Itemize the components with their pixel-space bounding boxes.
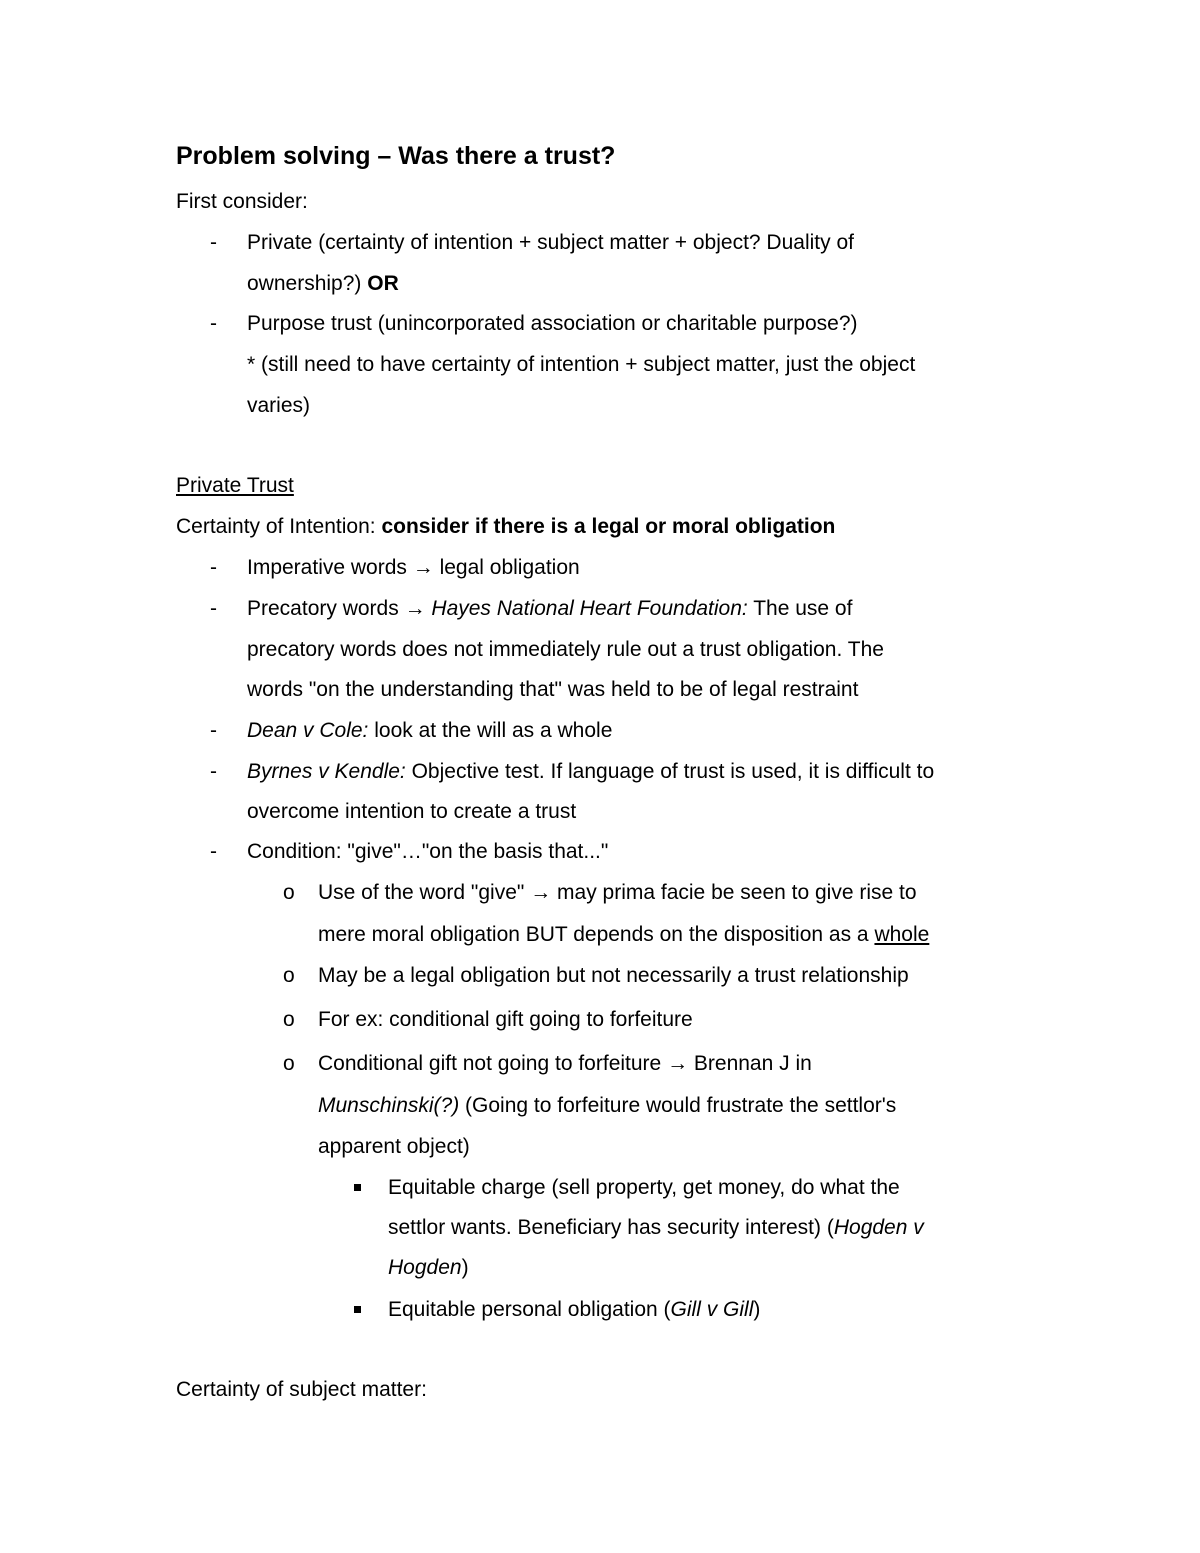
dean-v-cole-line [247,717,612,745]
circle-bullet: o [283,1008,295,1031]
arrow-icon: → [530,881,552,904]
no-forfeiture-line1 [318,1050,812,1078]
case-name: Munschinski(?) [318,1094,460,1117]
private-option-text: ownership?) [247,272,368,295]
condition-line: Condition: "give"…"on the basis that..." [247,840,609,863]
square-bullet-icon [354,1184,361,1191]
dash-bullet: - [210,231,217,254]
dash-bullet: - [210,597,217,620]
underlined-word: whole [874,923,930,946]
private-option-line2 [247,270,399,298]
section-heading-private-trust: Private Trust [176,474,294,497]
no-forfeiture-text: Conditional gift not going to forfeiture [318,1052,668,1075]
equitable-personal-obligation-line [388,1296,760,1324]
imperative-text: Imperative words [247,556,413,579]
case-description: (Going to forfeiture would frustrate the settlor's [459,1094,897,1117]
case-name: Dean v Cole: [247,719,369,742]
legal-obligation-line: May be a legal obligation but not necessarily a trust relationship [318,964,909,987]
dash-bullet: - [210,312,217,335]
give-word-line2 [318,921,929,949]
forfeiture-example-line: For ex: conditional gift going to forfeiture [318,1008,693,1031]
precatory-words-line2: precatory words does not immediately rule out a trust obligation. The [247,638,884,661]
case-name: Gill v Gill [670,1298,754,1321]
imperative-result: legal obligation [433,556,580,579]
arrow-icon: → [412,556,434,579]
equitable-charge-line1: Equitable charge (sell property, get money, do what the [388,1176,900,1199]
certainty-of-subject-matter-heading: Certainty of subject matter: [176,1378,427,1401]
case-description: Objective test. If language of trust is used, it is difficult to [405,760,935,783]
byrnes-v-kendle-line2: overcome intention to create a trust [247,800,577,823]
or-keyword: OR [367,272,399,295]
give-text: Use of the word "give" [318,881,531,904]
imperative-words-line [247,554,580,582]
dash-bullet: - [210,760,217,783]
circle-bullet: o [283,1052,295,1075]
precatory-description: The use of [747,597,853,620]
equitable-charge-text: settlor wants. Beneficiary has security interest) ( [388,1216,834,1239]
precatory-words-line1 [247,595,852,623]
dash-bullet: - [210,556,217,579]
precatory-words-line3: words "on the understanding that" was held to be of legal restraint [247,678,859,701]
byrnes-v-kendle-line1 [247,758,934,786]
case-name: Byrnes v Kendle: [247,760,406,783]
equitable-charge-line2 [388,1214,924,1242]
intention-emphasis: consider if there is a legal or moral obligation [381,515,836,538]
give-result: may prima facie be seen to give rise to [551,881,917,904]
closing-paren: ) [753,1298,761,1321]
case-name: Hogden v [833,1216,924,1239]
no-forfeiture-line3: apparent object) [318,1135,470,1158]
give-word-line1 [318,879,917,907]
dash-bullet: - [210,719,217,742]
arrow-icon: → [667,1052,689,1075]
intro-text: First consider: [176,190,308,213]
intention-label: Certainty of Intention: [176,515,382,538]
precatory-text: Precatory words [247,597,405,620]
page-title: Problem solving – Was there a trust? [176,142,616,170]
case-name: Hayes National Heart Foundation: [431,597,748,620]
arrow-icon: → [404,597,426,620]
certainty-of-intention-line [176,513,835,541]
equitable-charge-line3 [388,1254,469,1282]
dash-bullet: - [210,840,217,863]
circle-bullet: o [283,881,295,904]
purpose-option-line2: * (still need to have certainty of intention + subject matter, just the object [247,353,916,376]
no-forfeiture-line2 [318,1092,896,1120]
closing-paren: ) [461,1256,469,1279]
case-name: Hogden [388,1256,462,1279]
give-continuation: mere moral obligation BUT depends on the disposition as a [318,923,875,946]
private-option-line1: Private (certainty of intention + subject matter + object? Duality of [247,231,854,254]
circle-bullet: o [283,964,295,987]
case-description: look at the will as a whole [368,719,613,742]
personal-obligation-text: Equitable personal obligation ( [388,1298,671,1321]
purpose-option-line3: varies) [247,394,311,417]
brennan-reference: Brennan J in [688,1052,812,1075]
square-bullet-icon [354,1306,361,1313]
purpose-option-line1: Purpose trust (unincorporated association or charitable purpose?) [247,312,858,335]
